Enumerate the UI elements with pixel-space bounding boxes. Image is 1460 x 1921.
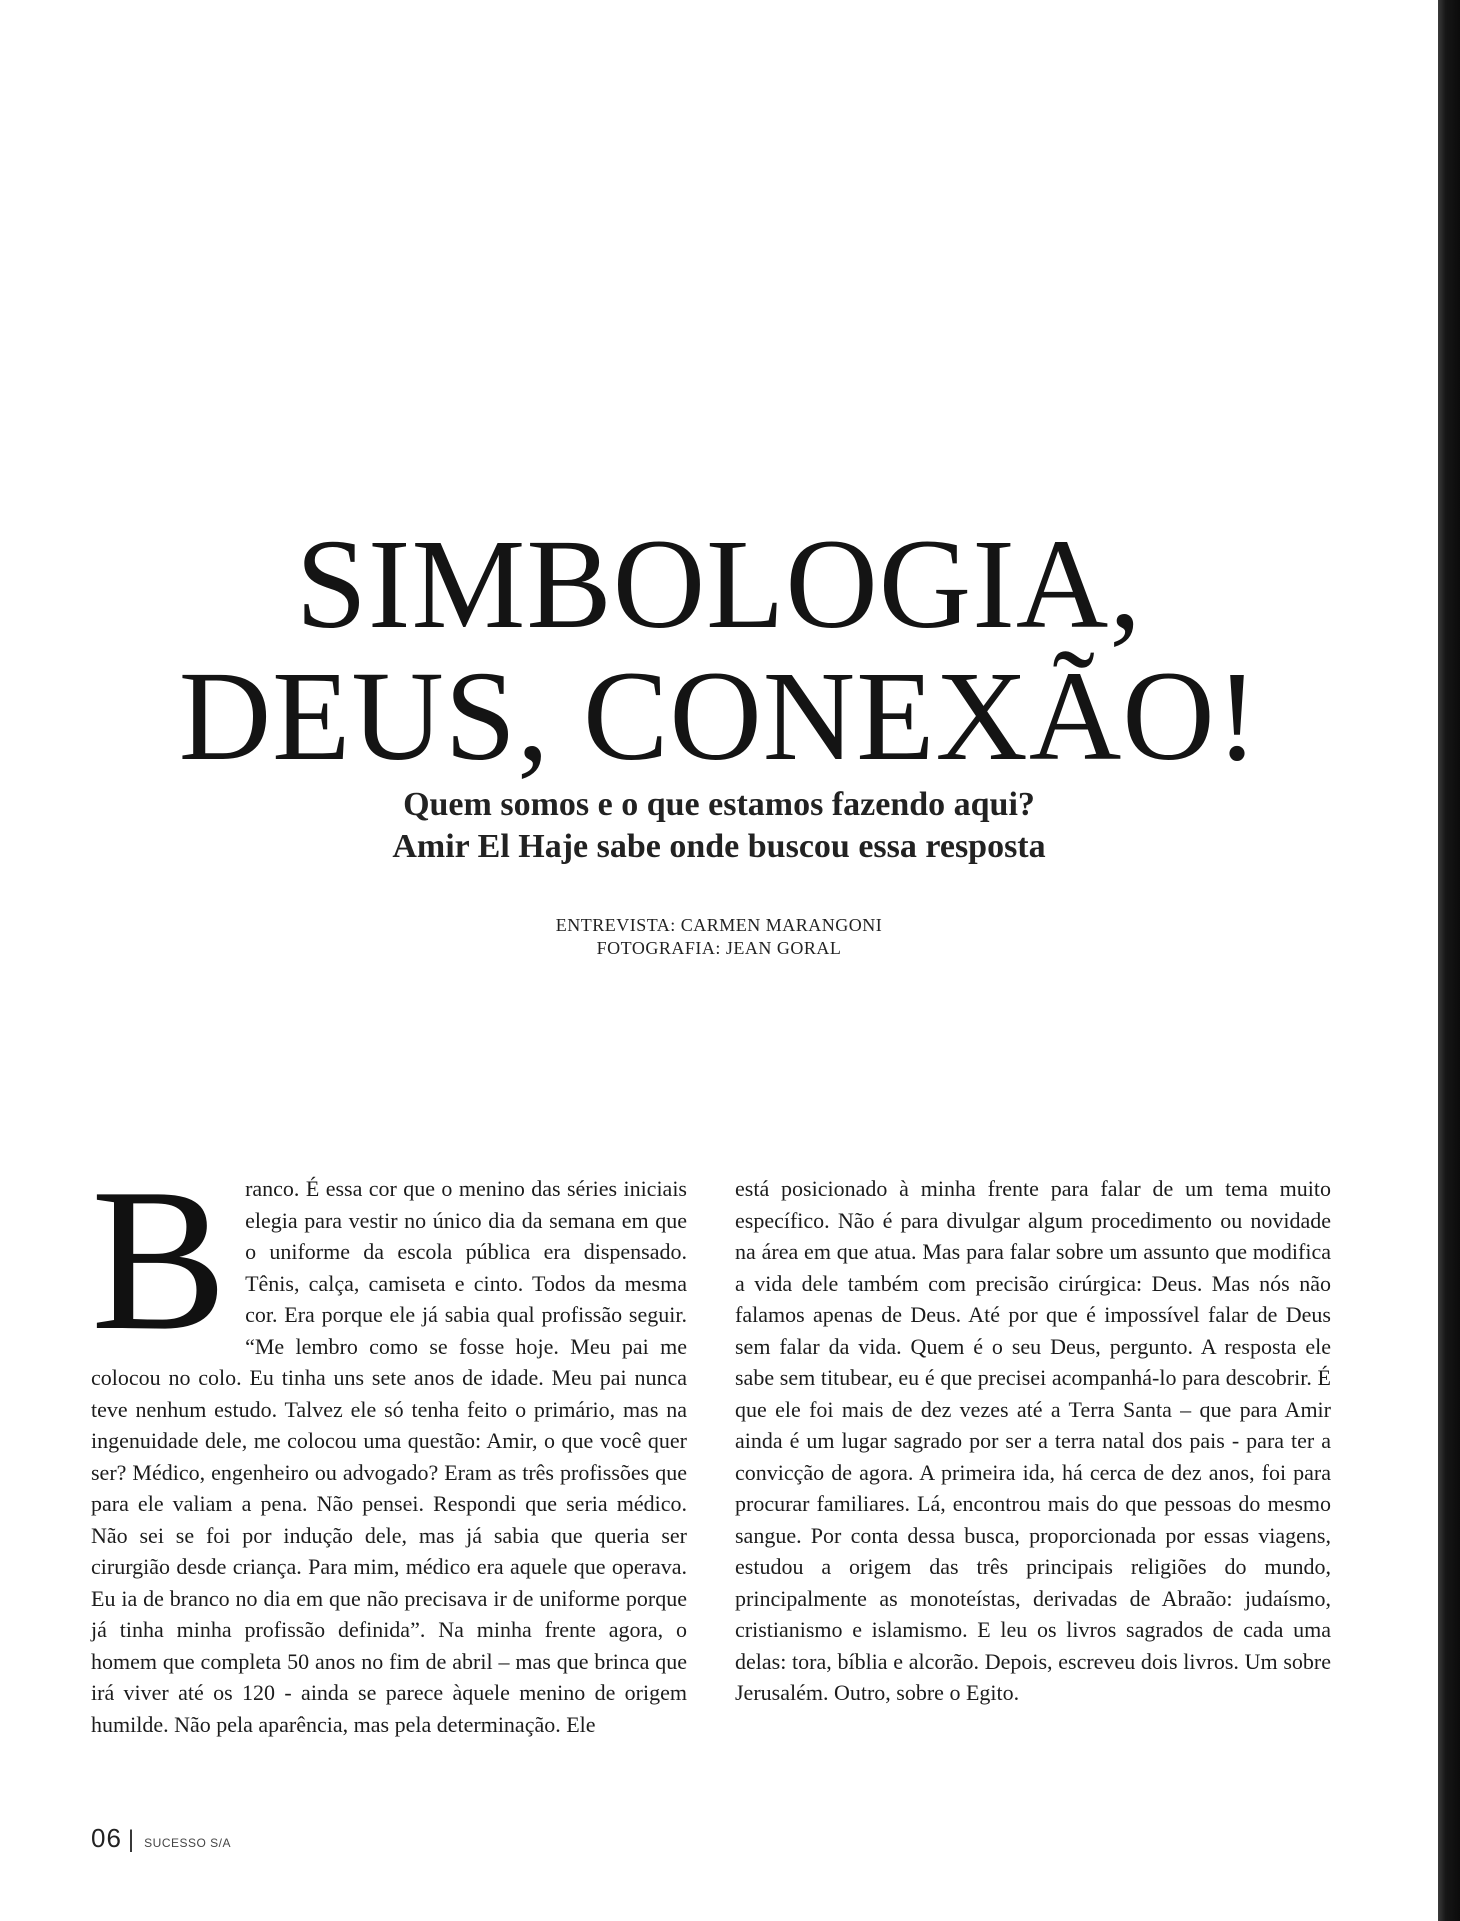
subtitle-line-2: Amir El Haje sabe onde buscou essa resposta — [392, 828, 1046, 865]
column-left-text: ranco. É essa cor que o menino das séries iniciais elegia para vestir no único dia da semana em que o uniforme da escola pública era dispensado. Tênis, calça, camiseta e cinto. Todos da mesma cor. Era porque ele já sabia qual profissão seguir. “Me lembro como se fosse hoje. Meu pai me colocou no colo. Eu tinha uns sete anos de idade. Meu pai nunca teve nenhum estudo. Talvez ele só tenha feito o primário, mas na ingenuidade dele, me colocou uma questão: Amir, o que você quer ser? Médico, engenheiro ou advogado? Eram as três profissões que para ele valiam a pena. Não pensei. Respondi que seria médico. Não sei se foi por indução dele, mas já sabia que queria ser cirurgião desde criança. Para mim, médico era aquele que operava. Eu ia de branco no dia em que não precisava ir de uniforme porque já tinha minha profissão definida”. Na minha frente agora, o homem que completa 50 anos no fim de abril – mas que brinca que irá viver até os 120 - ainda se parece àquele menino de origem humilde. Não pela aparência, mas pela determinação. Ele — [91, 1176, 687, 1737]
page-edge-photo-strip — [1438, 0, 1460, 1921]
subtitle-line-1: Quem somos e o que estamos fazendo aqui? — [403, 786, 1035, 823]
photo-credit: FOTOGRAFIA: JEAN GORAL — [596, 938, 842, 958]
article-subtitle — [0, 784, 1438, 868]
footer-separator: | — [127, 1826, 135, 1853]
page-footer — [91, 1823, 231, 1854]
publication-name: SUCESSO S/A — [144, 1836, 232, 1850]
page-number: 06 — [91, 1823, 122, 1853]
column-right-text: está posicionado à minha frente para falar de um tema muito específico. Não é para divulgar algum procedimento ou novidade na área em que atua. Mas para falar sobre um assunto que modifica a vida dele também com precisão cirúrgica: Deus. Mas nós não falamos apenas de Deus. Até por que é impossível falar de Deus sem falar da vida. Quem é o seu Deus, pergunto. A resposta ele sabe sem titubear, eu é que precisei acompanhá-lo para descobrir. É que ele foi mais de dez vezes até a Terra Santa – que para Amir ainda é um lugar sagrado por ser a terra natal dos pais - para ter a convicção de agora. A primeira ida, há cerca de dez anos, foi para procurar familiares. Lá, encontrou mais do que pessoas do mesmo sangue. Por conta dessa busca, proporcionada por essas viagens, estudou a origem das três principais religiões do mundo, principalmente as monoteístas, derivadas de Abraão: judaísmo, cristianismo e islamismo. E leu os livros sagrados de cada uma delas: tora, bíblia e alcorão. Depois, escreveu dois livros. Um sobre Jerusalém. Outro, sobre o Egito. — [735, 1176, 1331, 1705]
interview-credit: ENTREVISTA: CARMEN MARANGONI — [555, 915, 883, 935]
title-line-1: SIMBOLOGIA, — [295, 513, 1143, 655]
title-line-2: DEUS, CONEXÃO! — [178, 645, 1260, 787]
article-title — [0, 513, 1438, 787]
drop-cap: B — [91, 1147, 228, 1373]
article-credits — [0, 914, 1438, 960]
article-column-right — [735, 1173, 1331, 1709]
article-column-left — [91, 1147, 687, 1740]
